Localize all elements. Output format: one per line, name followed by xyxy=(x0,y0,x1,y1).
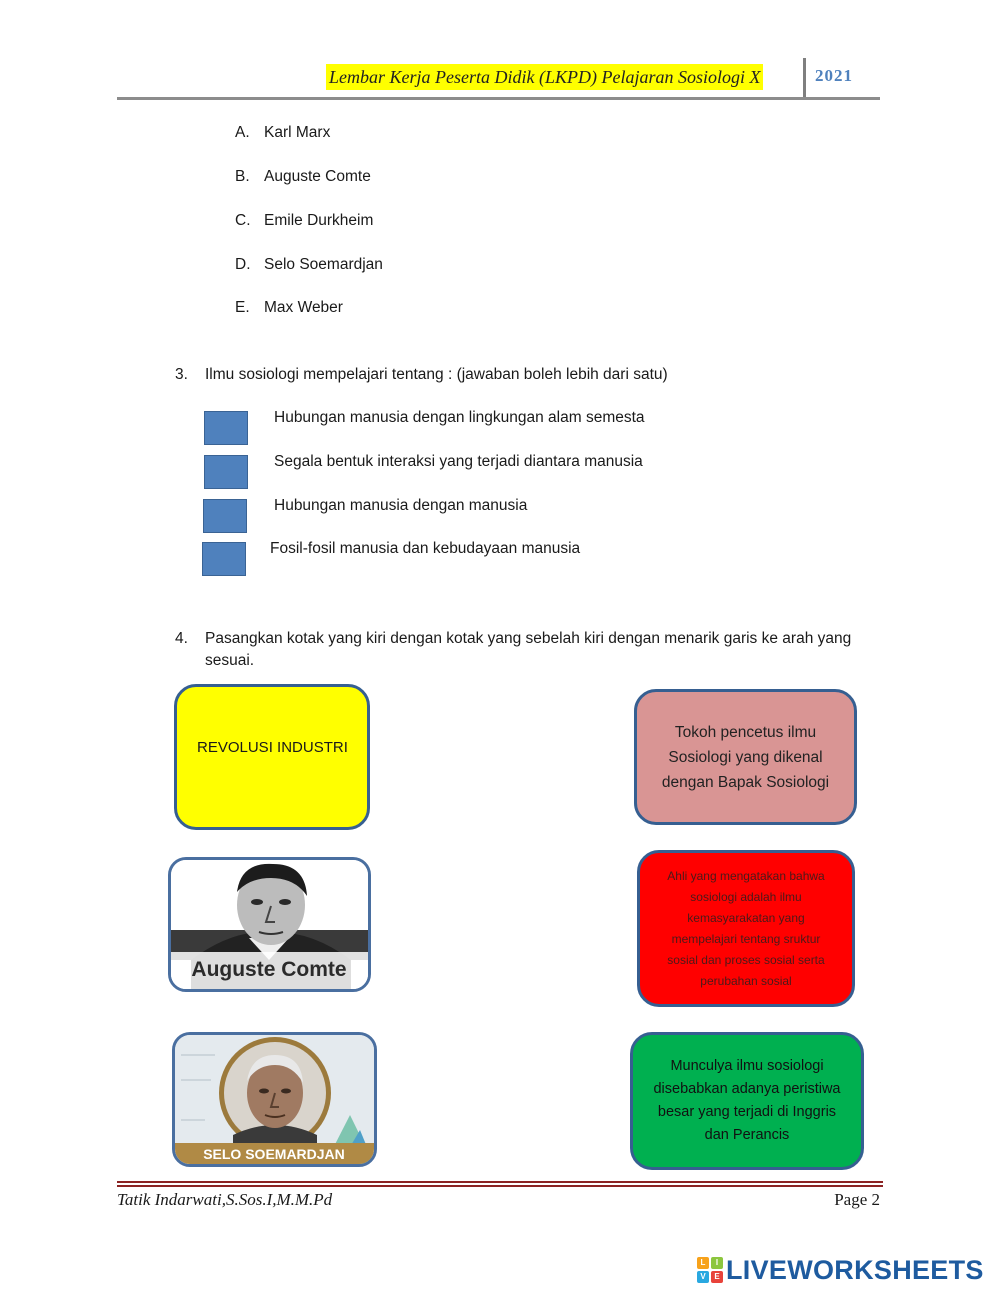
match-right-munculnya-sosiologi[interactable] xyxy=(630,1032,864,1170)
q3-choice-2-label: Segala bentuk interaksi yang terjadi diantara manusia xyxy=(274,453,643,470)
question-number: 3. xyxy=(175,366,188,383)
q3-checkbox-1[interactable] xyxy=(204,411,248,445)
match-left-photo-auguste-comte[interactable] xyxy=(168,857,371,992)
match-left-revolusi-industri[interactable] xyxy=(174,684,370,830)
q2-option-a xyxy=(235,124,330,142)
question-text: Pasangkan kotak yang kiri dengan kotak yang sebelah kiri dengan menarik garis ke arah yang sesuai. xyxy=(205,630,852,669)
option-letter: A. xyxy=(235,124,250,141)
footer-author: Tatik Indarwati,S.Sos.I,M.M.Pd xyxy=(117,1190,333,1209)
question-number: 4. xyxy=(175,630,188,647)
option-text: Selo Soemardjan xyxy=(264,256,383,273)
q3-checkbox-2[interactable] xyxy=(204,455,248,489)
q3-choice-1-label: Hubungan manusia dengan lingkungan alam semesta xyxy=(274,409,645,426)
option-text: Emile Durkheim xyxy=(264,212,374,229)
q2-option-d xyxy=(235,256,383,274)
option-text: Auguste Comte xyxy=(264,168,371,185)
match-left-label: REVOLUSI INDUSTRI xyxy=(197,739,348,756)
header-title: Lembar Kerja Peserta Didik (LKPD) Pelajaran Sosiologi X xyxy=(326,64,763,90)
portrait-selo-soemardjan xyxy=(175,1035,374,1164)
match-right-text: Tokoh pencetus ilmu Sosiologi yang dikenal dengan Bapak Sosiologi xyxy=(661,723,830,791)
liveworksheets-brand[interactable] xyxy=(697,1254,984,1286)
match-right-ahli-sosiologi[interactable] xyxy=(637,850,855,1007)
header-divider xyxy=(803,58,806,100)
q3-choice-3-label: Hubungan manusia dengan manusia xyxy=(274,497,528,514)
match-right-text: Ahli yang mengatakan bahwa sosiologi adalah ilmu kemasyarakatan yang mempelajari tentang sruktur sosial dan proses sosial serta perubahan sosial xyxy=(667,868,825,988)
option-letter: B. xyxy=(235,168,250,185)
footer-rule xyxy=(117,1185,883,1187)
header-year: 2021 xyxy=(815,66,853,85)
option-text: Karl Marx xyxy=(264,124,331,141)
portrait-auguste-comte xyxy=(171,860,368,989)
footer-page-number: Page 2 xyxy=(834,1190,880,1209)
option-text: Max Weber xyxy=(264,299,343,316)
question-4 xyxy=(175,628,885,672)
header-rule xyxy=(117,97,880,100)
q3-checkbox-4[interactable] xyxy=(202,542,246,576)
option-letter: C. xyxy=(235,212,251,229)
option-letter: D. xyxy=(235,256,251,273)
footer-rule xyxy=(117,1181,883,1183)
question-3 xyxy=(175,366,668,384)
match-left-photo-selo-soemardjan[interactable] xyxy=(172,1032,377,1167)
brand-name: LIVEWORKSHEETS xyxy=(726,1254,984,1285)
q2-option-b xyxy=(235,168,371,186)
q2-option-e xyxy=(235,299,343,317)
match-right-text: Munculya ilmu sosiologi disebabkan adanya peristiwa besar yang terjadi di Inggris dan Perancis xyxy=(653,1058,841,1143)
photo-caption: Auguste Comte xyxy=(191,958,347,981)
q3-checkbox-3[interactable] xyxy=(203,499,247,533)
q2-option-c xyxy=(235,212,373,230)
option-letter: E. xyxy=(235,299,250,316)
liveworksheets-logo-icon: L I V E xyxy=(697,1257,723,1283)
q3-choice-4-label: Fosil-fosil manusia dan kebudayaan manusia xyxy=(270,540,581,557)
photo-caption: SELO SOEMARDJAN xyxy=(203,1146,345,1162)
match-right-bapak-sosiologi[interactable] xyxy=(634,689,857,825)
question-text: Ilmu sosiologi mempelajari tentang : (jawaban boleh lebih dari satu) xyxy=(205,366,668,383)
